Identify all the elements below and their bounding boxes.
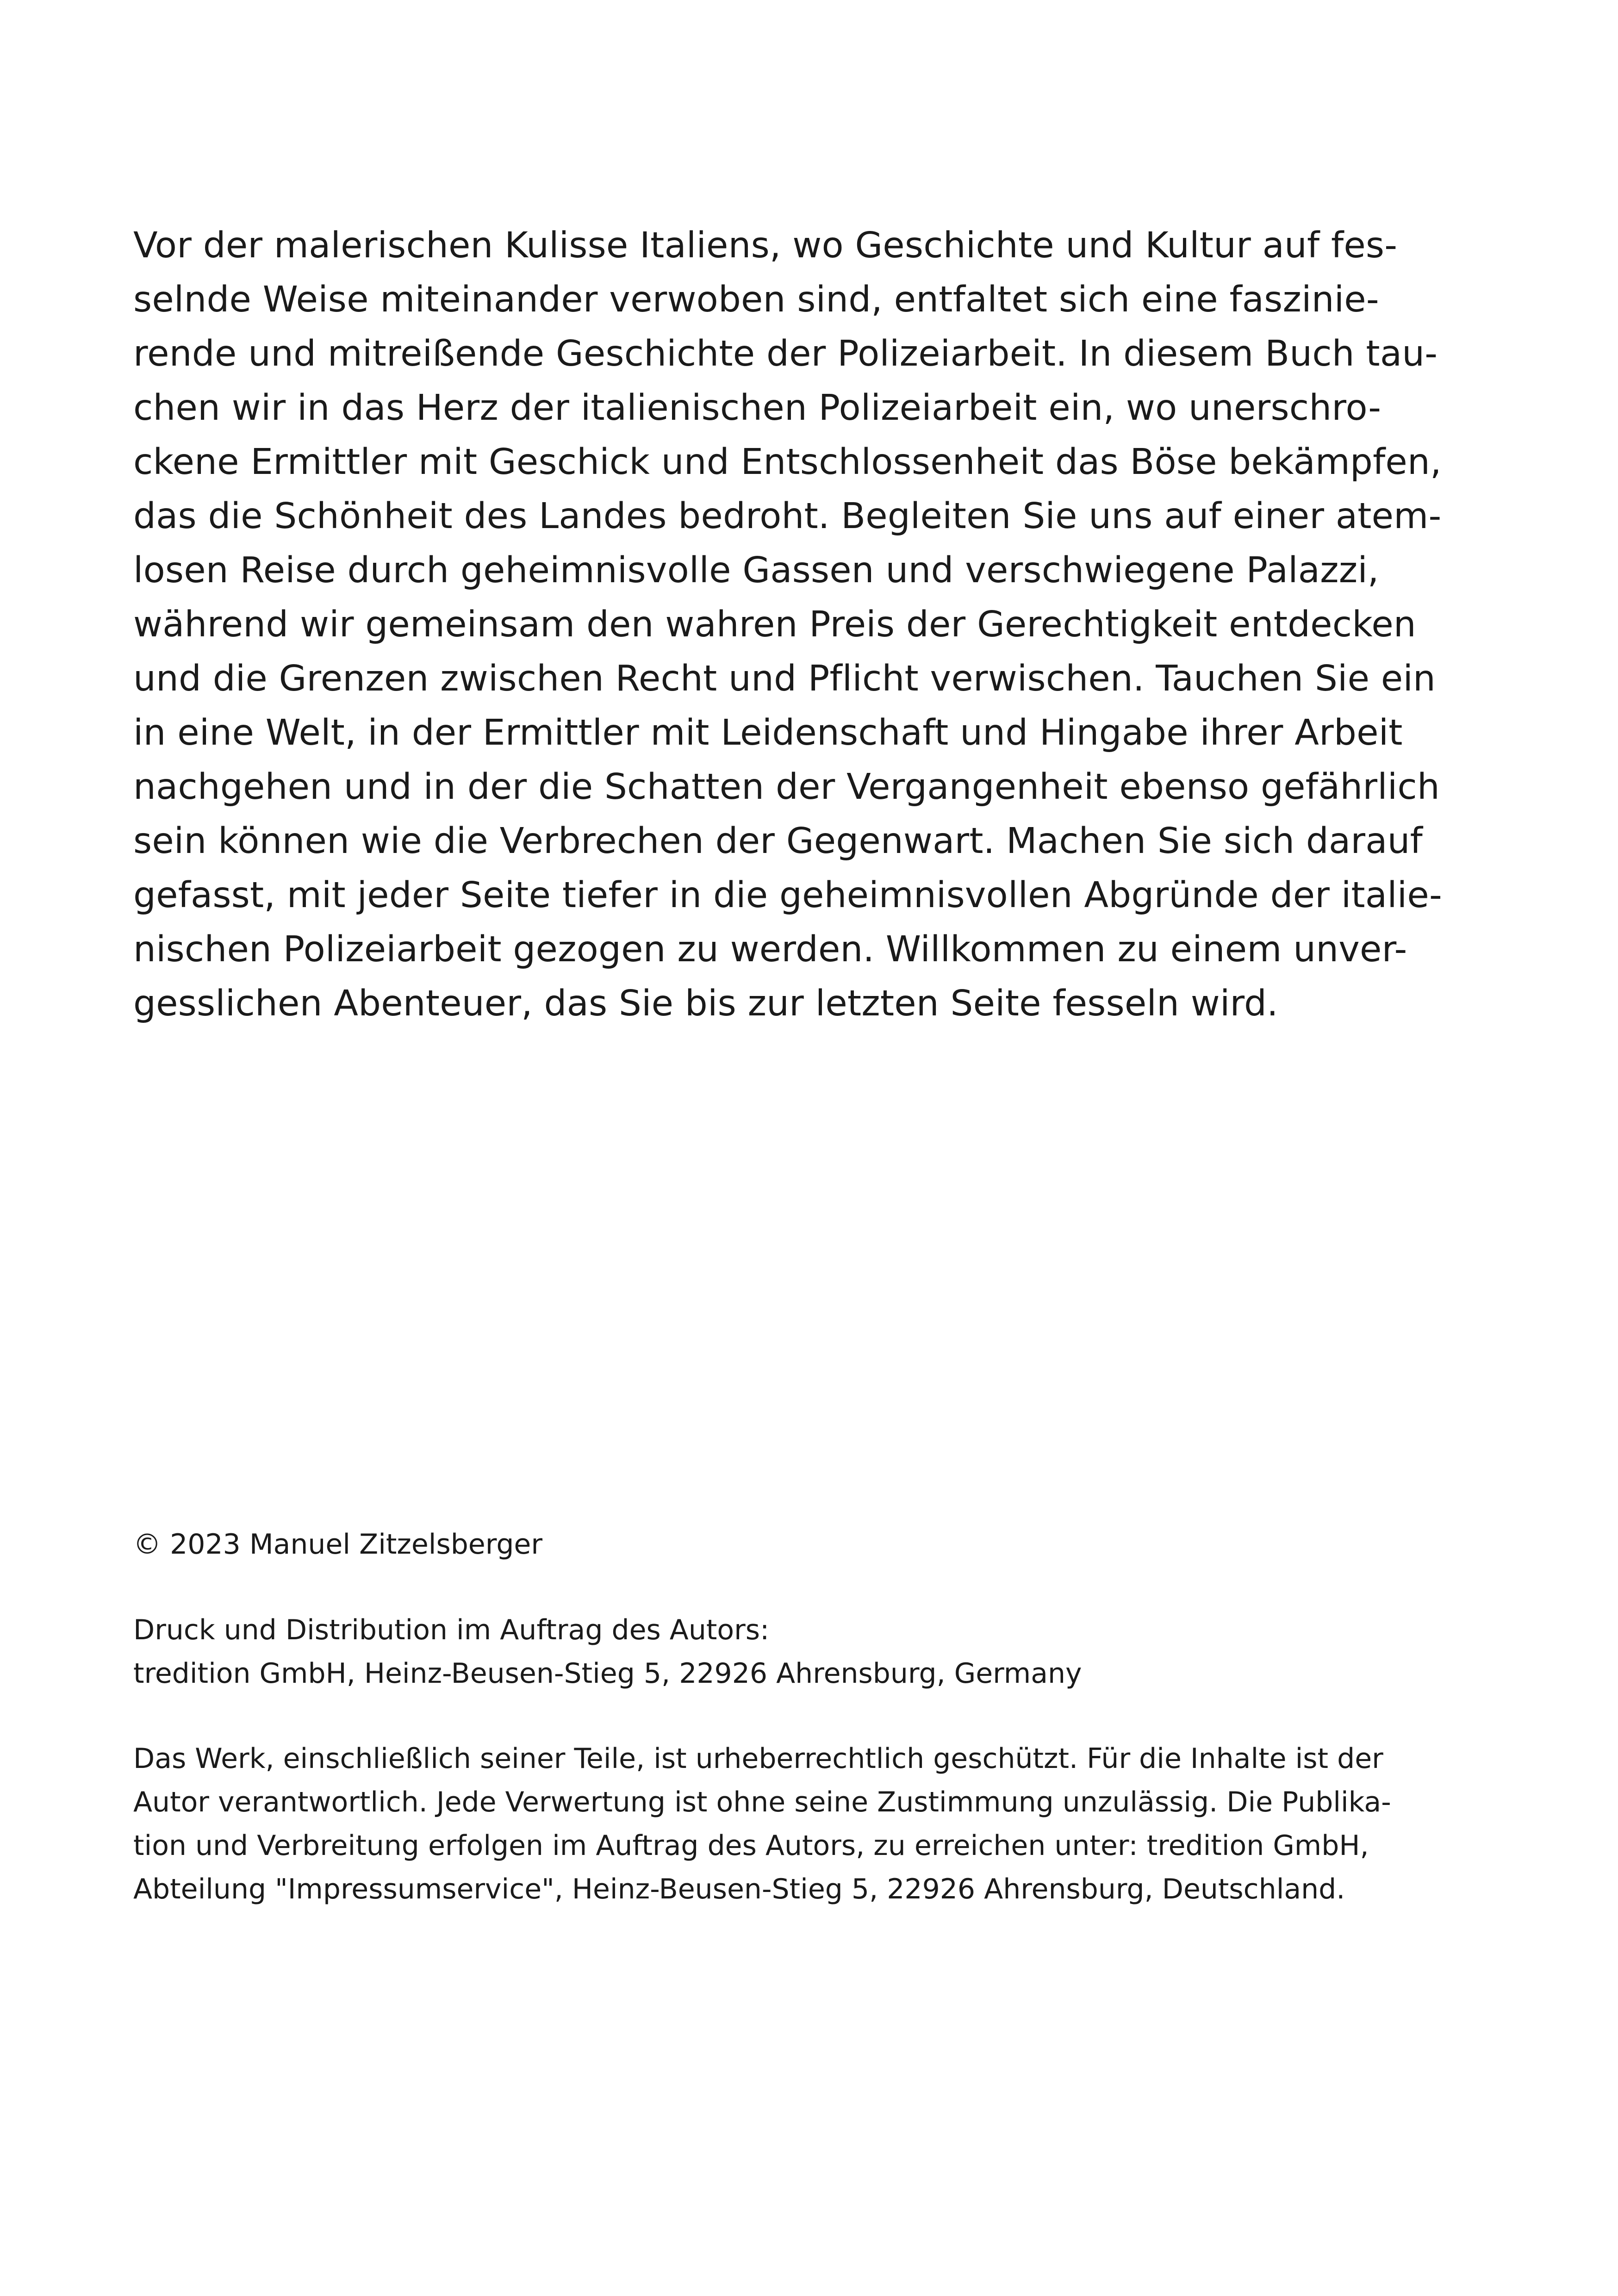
rights-notice xyxy=(133,1737,1503,1911)
blurb-line: rende und mitreißende Geschichte der Polizeiarbeit. In diesem Buch tau- xyxy=(133,333,1438,374)
blurb-line: Vor der malerischen Kulisse Italiens, wo Geschichte und Kultur auf fes- xyxy=(133,225,1398,266)
blurb-line: ckene Ermittler mit Geschick und Entschlossenheit das Böse bekämpfen, xyxy=(133,442,1442,483)
blurb-line: selnde Weise miteinander verwoben sind, entfaltet sich eine faszinie- xyxy=(133,279,1379,320)
blurb-line: sein können wie die Verbrechen der Gegenwart. Machen Sie sich darauf xyxy=(133,821,1423,862)
copyright-notice xyxy=(133,1523,1503,1566)
rights-line: Das Werk, einschließlich seiner Teile, ist urheberrechtlich geschützt. Für die Inhalte ist der xyxy=(133,1742,1383,1775)
blurb-line: nachgehen und in der die Schatten der Vergangenheit ebenso gefährlich xyxy=(133,766,1440,808)
blurb-line: nischen Polizeiarbeit gezogen zu werden. Willkommen zu einem unver- xyxy=(133,929,1407,970)
rights-line: tion und Verbreitung erfolgen im Auftrag des Autors, zu erreichen unter: tredition GmbH, xyxy=(133,1829,1369,1862)
blurb-line: gesslichen Abenteuer, das Sie bis zur letzten Seite fesseln wird. xyxy=(133,983,1278,1024)
blurb-line: chen wir in das Herz der italienischen Polizeiarbeit ein, wo unerschro- xyxy=(133,387,1382,429)
blurb-line: und die Grenzen zwischen Recht und Pflicht verwischen. Tauchen Sie ein xyxy=(133,658,1436,699)
book-blurb xyxy=(133,218,1503,1031)
blurb-line: während wir gemeinsam den wahren Preis der Gerechtigkeit entdecken xyxy=(133,604,1416,645)
blurb-line: in eine Welt, in der Ermittler mit Leidenschaft und Hingabe ihrer Arbeit xyxy=(133,712,1403,753)
publisher-address-line: tredition GmbH, Heinz-Beusen-Stieg 5, 22926 Ahrensburg, Germany xyxy=(133,1657,1082,1690)
distribution-line: Druck und Distribution im Auftrag des Autors: xyxy=(133,1614,770,1646)
distribution-notice xyxy=(133,1608,1503,1695)
blurb-line: gefasst, mit jeder Seite tiefer in die geheimnisvollen Abgründe der italie- xyxy=(133,875,1442,916)
blurb-line: losen Reise durch geheimnisvolle Gassen und verschwiegene Palazzi, xyxy=(133,550,1379,591)
blurb-line: das die Schönheit des Landes bedroht. Begleiten Sie uns auf einer atem- xyxy=(133,496,1442,537)
rights-line: Autor verantwortlich. Jede Verwertung ist ohne seine Zustimmung unzulässig. Die Publika- xyxy=(133,1786,1391,1818)
rights-line: Abteilung "Impressumservice", Heinz-Beusen-Stieg 5, 22926 Ahrensburg, Deutschland. xyxy=(133,1873,1345,1905)
copyright-line: © 2023 Manuel Zitzelsberger xyxy=(133,1528,543,1561)
